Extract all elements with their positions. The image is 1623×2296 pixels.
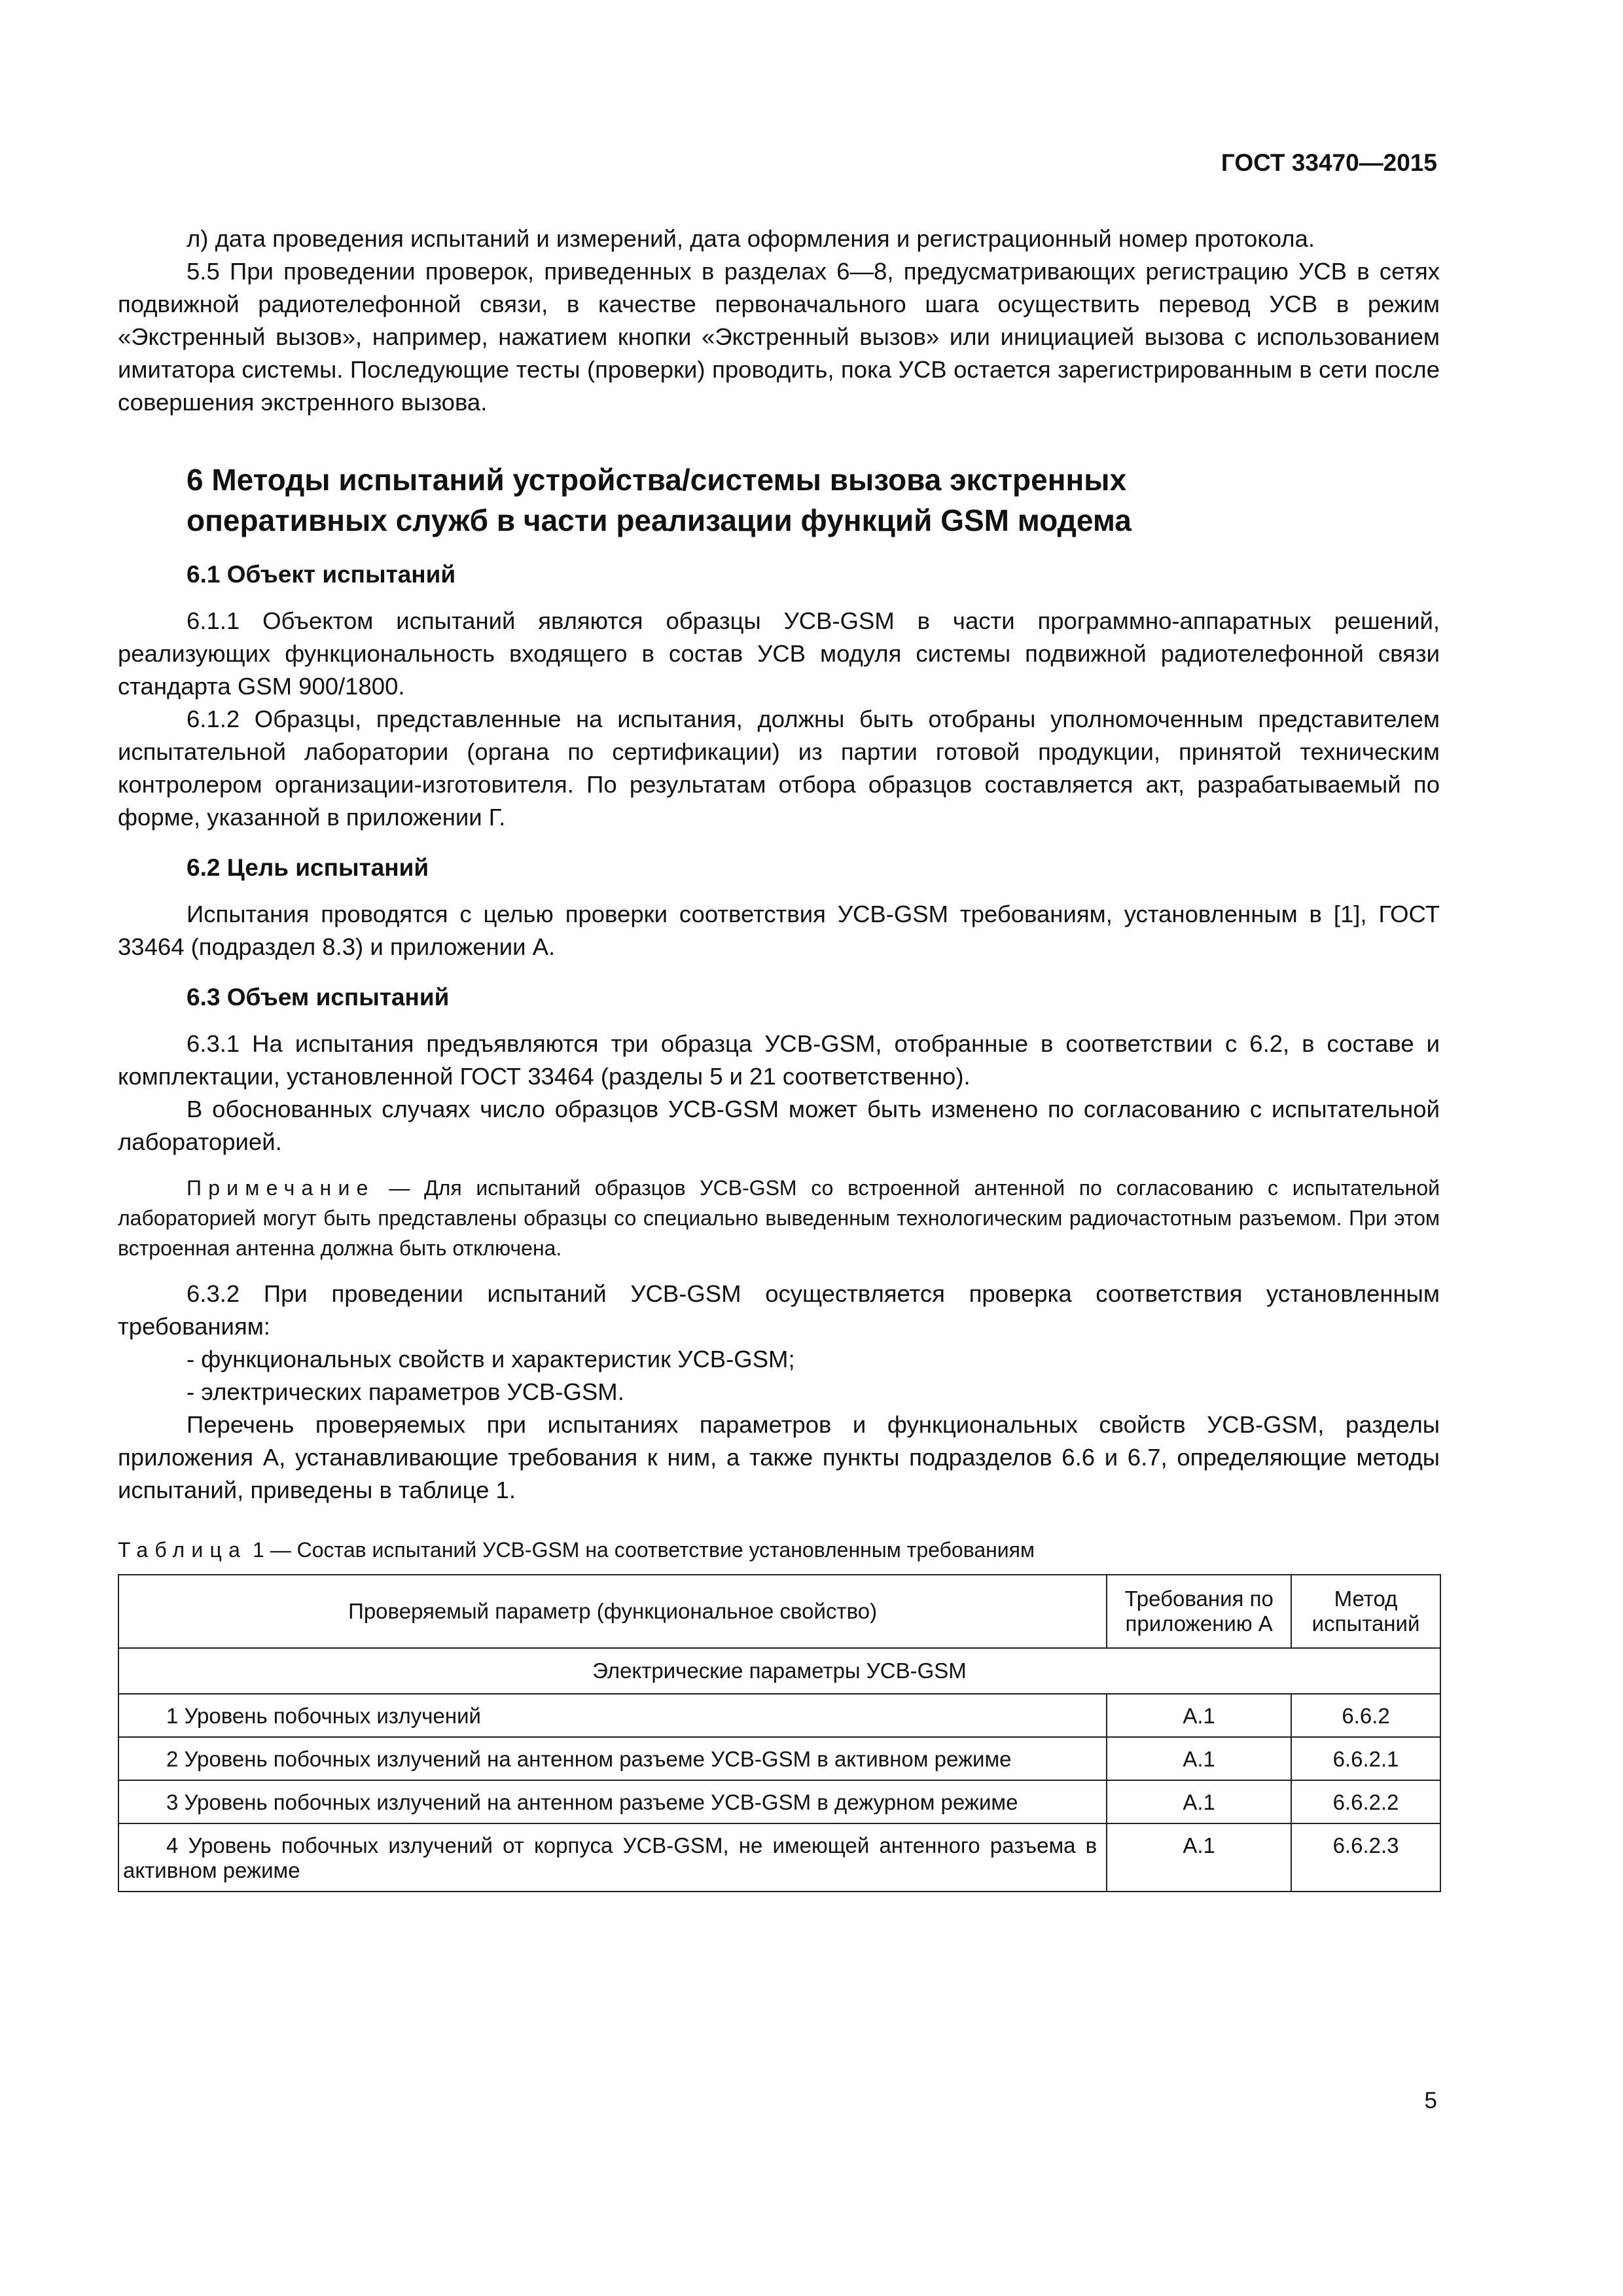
table-row: [118, 1737, 1440, 1780]
note: [118, 1173, 1440, 1263]
list-item-electrical: - электрических параметров УСВ-GSM.: [187, 1378, 624, 1405]
clause-6-2-text: Испытания проводятся с целью проверки соответствия УСВ-GSM требованиям, установленным в [1], ГОСТ 33464 (подраздел 8.3) и приложении А.: [118, 901, 1440, 960]
table-row: [118, 1823, 1440, 1892]
list-item-functional: - функциональных свойств и характеристик УСВ-GSM;: [187, 1346, 795, 1372]
intro-item-l: л) дата проведения испытаний и измерений, дата оформления и регистрационный номер протокола.: [187, 225, 1315, 252]
subsection-6-1-title: 6.1 Объект испытаний: [187, 561, 456, 588]
table-section-label: Электрические параметры УСВ-GSM: [118, 1648, 1440, 1694]
note-text: — Для испытаний образцов УСВ-GSM со встроенной антенной по согласованию с испытательной лабораторией могут быть представлены образцы со специально выведенным технологическим радиочастотным разъемом. При этом встроенная антенна должна быть отключена.: [118, 1176, 1440, 1260]
table-caption: [118, 1538, 1440, 1562]
row-requirement: А.1: [1107, 1780, 1291, 1823]
tests-table: [118, 1574, 1441, 1892]
subsection-6-2-title: 6.2 Цель испытаний: [187, 854, 429, 881]
table-caption-label: Таблица: [118, 1538, 247, 1562]
row-method: 6.6.2: [1291, 1694, 1440, 1737]
clause-6-1-2: 6.1.2 Образцы, представленные на испытания, должны быть отобраны уполномоченным представителем испытательной лаборатории (органа по сертификации) из партии готовой продукции, принятой техническим контролером организации-изготовителя. По результатам отбора образцов составляется акт, разрабатываемый по форме, указанной в приложении Г.: [118, 706, 1440, 831]
page-content: [118, 223, 1440, 1892]
clause-6-3-2-list-text: Перечень проверяемых при испытаниях параметров и функциональных свойств УСВ-GSM, разделы приложения А, устанавливающие требования к ним, а также пункты подразделов 6.6 и 6.7, определяющие методы испытаний, приведены в таблице 1.: [118, 1411, 1440, 1503]
header-method: Метод испытаний: [1291, 1575, 1440, 1648]
page-number: 5: [1424, 2088, 1437, 2113]
clause-6-3-1: 6.3.1 На испытания предъявляются три образца УСВ-GSM, отобранные в соответствии с 6.2, в составе и комплектации, установленной ГОСТ 33464 (разделы 5 и 21 соответственно).: [118, 1030, 1440, 1090]
row-param: 3 Уровень побочных излучений на антенном разъеме УСВ-GSM в дежурном режиме: [118, 1780, 1107, 1823]
row-param: 2 Уровень побочных излучений на антенном разъеме УСВ-GSM в активном режиме: [118, 1737, 1107, 1780]
header-requirements: Требования по приложению А: [1107, 1575, 1291, 1648]
row-requirement: А.1: [1107, 1737, 1291, 1780]
row-method: 6.6.2.1: [1291, 1737, 1440, 1780]
clause-5-5: 5.5 При проведении проверок, приведенных в разделах 6—8, предусматривающих регистрацию УСВ в сетях подвижной радиотелефонной связи, в качестве первоначального шага осуществить перевод УСВ в режим «Экстренный вызов», например, нажатием кнопки «Экстренный вызов» или инициацией вызова с использованием имитатора системы. Последующие тесты (проверки) проводить, пока УСВ остается зарегистрированным в сети после совершения экстренного вызова.: [118, 258, 1440, 416]
section-6-title-line1: 6 Методы испытаний устройства/системы вызова экстренных: [187, 463, 1127, 497]
clause-6-3-1-extra: В обоснованных случаях число образцов УСВ-GSM может быть изменено по согласованию с испытательной лабораторией.: [118, 1096, 1440, 1155]
table-header-row: [118, 1575, 1440, 1648]
row-requirement: А.1: [1107, 1823, 1291, 1892]
row-param: 4 Уровень побочных излучений от корпуса УСВ-GSM, не имеющей антенного разъема в активном режиме: [118, 1823, 1107, 1892]
row-param: 1 Уровень побочных излучений: [118, 1694, 1107, 1737]
row-method: 6.6.2.2: [1291, 1780, 1440, 1823]
clause-6-1-1: 6.1.1 Объектом испытаний являются образцы УСВ-GSM в части программно-аппаратных решений, реализующих функциональность входящего в состав УСВ модуля системы подвижной радиотелефонной связи стандарта GSM 900/1800.: [118, 607, 1440, 700]
clause-6-3-2: 6.3.2 При проведении испытаний УСВ-GSM осуществляется проверка соответствия установленным требованиям:: [118, 1280, 1440, 1340]
table-row: [118, 1694, 1440, 1737]
subsection-6-3-title: 6.3 Объем испытаний: [187, 984, 450, 1011]
table-section-row: [118, 1648, 1440, 1694]
document-code: ГОСТ 33470—2015: [1221, 149, 1437, 176]
section-6-title-line2: оперативных служб в части реализации функций GSM модема: [187, 503, 1132, 537]
row-requirement: А.1: [1107, 1694, 1291, 1737]
row-method: 6.6.2.3: [1291, 1823, 1440, 1892]
table-row: [118, 1780, 1440, 1823]
section-6-title: [187, 459, 1440, 541]
note-label: Примечание: [187, 1176, 375, 1200]
header-param: Проверяемый параметр (функциональное свойство): [118, 1575, 1107, 1648]
table-caption-text: 1 — Состав испытаний УСВ-GSM на соответствие установленным требованиям: [247, 1538, 1035, 1562]
